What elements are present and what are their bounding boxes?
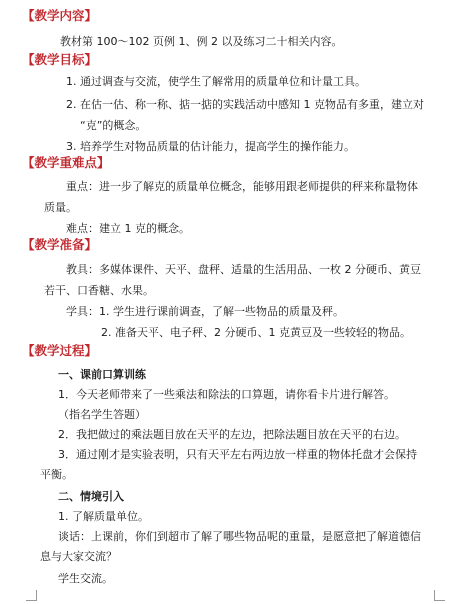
goal-item-3: 3. 培养学生对物品质量的估计能力，提高学生的操作能力。 [66,140,355,153]
goal-item-2-cont: “克”的概念。 [80,119,147,132]
part1-line-1: 1．今天老师带来了一些乘法和除法的口算题，请你看卡片进行解答。 [58,388,395,401]
heading-teaching-goals: 【教学目标】 [22,52,98,67]
goal-item-2: 2. 在估一估、称一称、掂一掂的实践活动中感知 1 克物品有多重，建立对 [66,98,424,111]
content-text: 教材第 100～102 页例 1、例 2 以及练习二十相关内容。 [60,35,343,48]
heading-process: 【教学过程】 [22,343,98,358]
difficulty-line: 难点：建立 1 克的概念。 [66,222,190,235]
prep-line-4: 2. 准备天平、电子秤、2 分硬币、1 克黄豆及一些较轻的物品。 [101,326,411,339]
part1-line-2: （指名学生答题） [58,408,146,421]
heading-key-points: 【教学重难点】 [22,155,110,170]
margin-corner-mark-left [26,590,37,601]
prep-line-2: 若干、口香糖、水果。 [44,284,154,297]
margin-corner-mark-right [434,590,445,601]
part2-line-2: 谈话：上课前，你们到超市了解了哪些物品呢的重量，是愿意把了解道德信 [58,530,421,543]
prep-line-3: 学具：1. 学生进行课前调查，了解一些物品的质量及秤。 [66,305,344,318]
key-point-line-2: 质量。 [44,201,77,214]
part1-line-4: 3．通过刚才是实验表明，只有天平左右两边放一样重的物体托盘才会保持 [58,448,417,461]
part1-line-3: 2．我把做过的乘法题目放在天平的左边，把除法题目放在天平的右边。 [58,428,406,441]
goal-item-1: 1. 通过调查与交流，使学生了解常用的质量单位和计量工具。 [66,75,366,88]
key-point-line-1: 重点：进一步了解克的质量单位概念，能够用跟老师提供的秤来称量物体 [66,180,418,193]
part2-title: 二、情境引入 [58,490,124,503]
part2-line-1: 1. 了解质量单位。 [58,510,149,523]
heading-teaching-content: 【教学内容】 [22,8,98,23]
heading-preparation: 【教学准备】 [22,237,98,252]
part2-line-3: 息与大家交流？ [40,550,117,563]
part1-title: 一、课前口算训练 [58,368,146,381]
prep-line-1: 教具：多媒体课件、天平、盘秤、适量的生活用品、一枚 2 分硬币、黄豆 [66,263,421,276]
part2-line-4: 学生交流。 [58,572,113,585]
part1-line-5: 平衡。 [40,468,73,481]
